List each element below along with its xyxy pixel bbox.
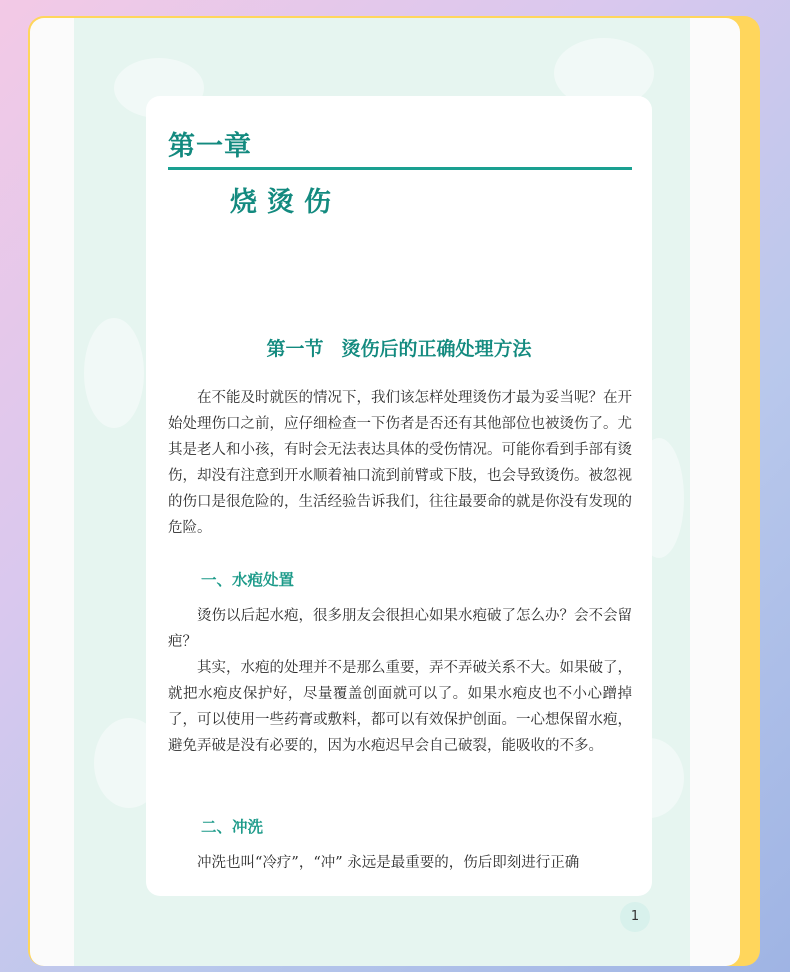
page-number: 1 [620, 902, 650, 932]
paragraph-blister-1: 烫伤以后起水疱，很多朋友会很担心如果水疱破了怎么办？会不会留疤？ [168, 608, 632, 650]
subsection-blister: 一、水疱处置 [201, 571, 295, 589]
book-page [30, 18, 740, 966]
paragraph-blister-2: 其实，水疱的处理并不是那么重要，弄不弄破关系不大。如果破了，就把水疱皮保护好，尽量覆盖创面就可以了。如果水疱皮也不小心蹭掉了，可以使用一些药膏或敷料，都可以有效保护创面。一心想保留水疱，避免弄破是没有必要的，因为水疱迟早会自己破裂，能吸收的不多。 [168, 660, 632, 754]
chapter-rule [168, 167, 632, 170]
paragraph-rinse-1: 冲洗也叫“冷疗”，“冲” 永远是最重要的，伤后即刻进行正确 [197, 855, 580, 871]
subsection-rinse: 二、冲洗 [201, 818, 264, 836]
section-title: 烫伤后的正确处理方法 [341, 338, 532, 360]
content-card [146, 96, 652, 896]
section-number: 第一节 [266, 338, 324, 360]
decor-blob [84, 318, 144, 428]
chapter-title: 烧烫伤 [230, 187, 341, 218]
chapter-label: 第一章 [168, 131, 252, 162]
section-heading [146, 334, 652, 361]
paragraph-intro: 在不能及时就医的情况下，我们该怎样处理烫伤才最为妥当呢？在开始处理伤口之前，应仔细检查一下伤者是否还有其他部位也被烫伤了。尤其是老人和小孩，有时会无法表达具体的受伤情况。可能你看到手部有烫伤，却没有注意到开水顺着袖口流到前臂或下肢，也会导致烫伤。被忽视的伤口是很危险的，生活经验告诉我们，往往最要命的就是你没有发现的危险。 [168, 390, 632, 536]
